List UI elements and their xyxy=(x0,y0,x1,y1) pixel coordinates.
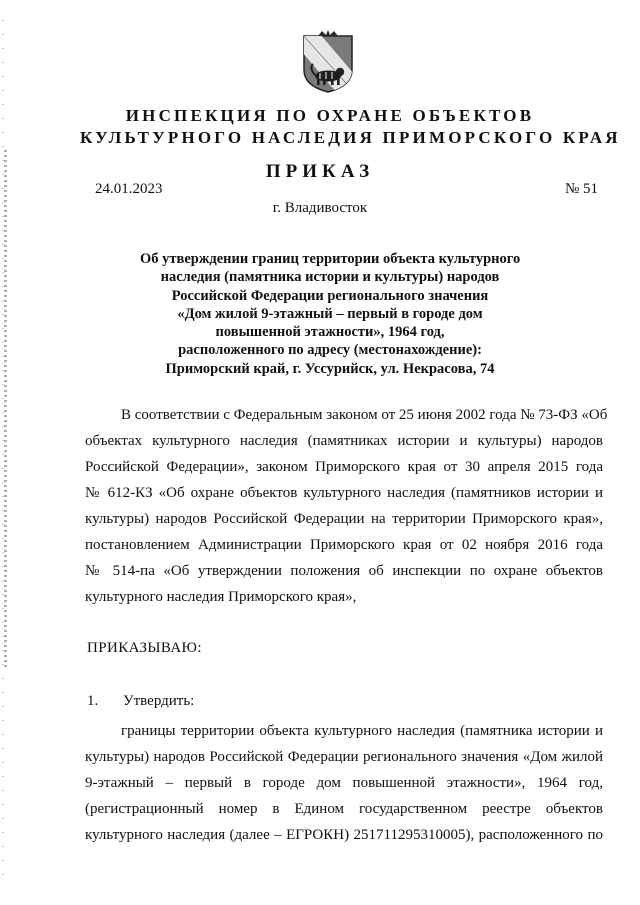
subject-line: Об утверждении границ территории объекта культурного xyxy=(140,251,521,267)
organization-name-line-2: КУЛЬТУРНОГО НАСЛЕДИЯ ПРИМОРСКОГО КРАЯ xyxy=(80,128,621,147)
item-body-line: 9-этажный – первый в городе дом повышенной этажности», 1964 год, xyxy=(85,775,603,791)
scan-edge-artifact xyxy=(0,0,10,905)
subject-line: наследия (памятника истории и культуры) народов xyxy=(160,269,500,286)
subject-line: Российской Федерации регионального значения xyxy=(171,287,489,304)
item-body-paragraph xyxy=(85,718,603,848)
item-body-line: (регистрационный номер в Едином государственном реестре объектов xyxy=(85,801,603,817)
subject-line: повышенной этажности», 1964 год, xyxy=(215,324,445,341)
preamble-line: объектах культурного наследия (памятниках истории и культуры) народов xyxy=(85,433,603,449)
document-number: № 51 xyxy=(564,181,598,197)
subject-line: Приморский край, г. Уссурийск, ул. Некрасова, 74 xyxy=(165,360,495,377)
subject-line: «Дом жилой 9-этажный – первый в городе дом xyxy=(177,305,483,322)
item-body-line: культурного наследия (далее – ЕГРОКН) 251711295310005), расположенного по xyxy=(85,827,603,843)
preamble-line: культуры) народов Российской Федерации на территории Приморского края», xyxy=(85,511,603,527)
subject-line: расположенного по адресу (местонахождение): xyxy=(178,342,482,359)
item-body-line: границы территории объекта культурного наследия (памятника истории и xyxy=(121,723,603,739)
preamble-line: № 514-па «Об утверждении положения об инспекции по охране объектов xyxy=(85,563,603,579)
scan-perforation xyxy=(4,150,7,670)
order-directive-word: ПРИКАЗЫВАЮ: xyxy=(87,640,202,656)
preamble-line: Российской Федерации», законом Приморского края от 30 апреля 2015 года xyxy=(85,459,603,475)
item-label: Утвердить: xyxy=(123,693,195,709)
preamble-line: № 612-КЗ «Об охране объектов культурного наследия (памятников истории и xyxy=(85,485,603,501)
document-city: г. Владивосток xyxy=(272,200,368,216)
primorsky-krai-coat-of-arms-icon xyxy=(298,30,358,94)
organization-name-line-1: ИНСПЕКЦИЯ ПО ОХРАНЕ ОБЪЕКТОВ xyxy=(125,106,535,125)
preamble-line: культурного наследия Приморского края», xyxy=(85,589,357,605)
item-body-line: культуры) народов Российской Федерации регионального значения «Дом жилой xyxy=(85,749,603,765)
order-subject xyxy=(140,250,520,378)
document-date: 24.01.2023 xyxy=(95,181,163,197)
preamble-line: В соответствии с Федеральным законом от 25 июня 2002 года № 73-ФЗ «Об xyxy=(121,407,608,423)
item-number: 1. xyxy=(87,693,99,709)
preamble-line: постановлением Администрации Приморского края от 02 ноября 2016 года xyxy=(85,537,603,553)
preamble-paragraph xyxy=(85,402,608,610)
document-type-title: ПРИКАЗ xyxy=(265,161,375,182)
